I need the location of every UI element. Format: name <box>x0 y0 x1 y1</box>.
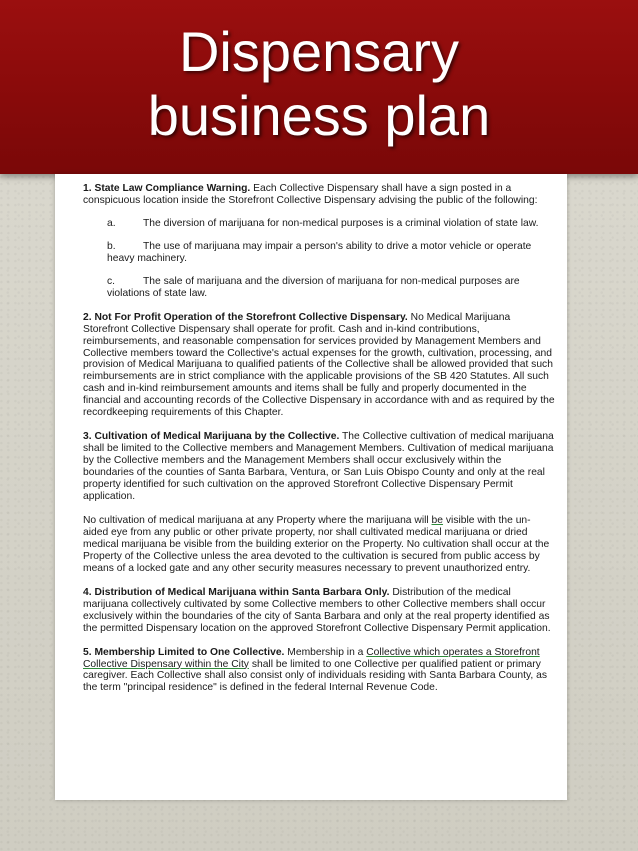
section-1-item-b <box>83 241 555 265</box>
section-3-para-2 <box>83 515 555 575</box>
section-5-body-start: Membership in a <box>284 646 367 658</box>
section-3-para-2-end: visible with the un-aided eye from any public or other private property, nor shall cultivated medical marijuana or dried medical marijuana be visible from the building exterior on the Property. No cultivation shall occur at the Property of the Collective unless the area devoted to the cultivation is secured from public access by means of a locked gate and any other security measures necessary to prevent unauthorized entry. <box>83 514 550 574</box>
section-5 <box>83 647 555 695</box>
section-3-body: The Collective cultivation of medical marijuana shall be limited to the Collective members and Management Members. Cultivation of medical marijuana by the Collective members and the Management Members shall occur exclusively within the boundaries of the counties of Santa Barbara, Ventura, or San Luis Obispo County and only at the real property identified for such cultivation on the approved Storefront Collective Dispensary Permit application. <box>83 431 554 503</box>
section-4-body: Distribution of the medical marijuana collectively cultivated by some Collective members to other Collective members shall occur exclusively within the boundaries of the city of Santa Barbara and only at the real property identified as the permitted Dispensary location on the approved Storefront Collective Dispensary Permit application. <box>83 586 551 634</box>
highlighted-phrase: Collective which operates a Storefront Collective Dispensary within the City <box>83 646 540 670</box>
slide-header <box>0 0 638 174</box>
slide-title <box>0 20 638 148</box>
section-1 <box>83 183 555 207</box>
section-3-heading: 3. Cultivation of Medical Marijuana by the Collective. <box>83 431 340 443</box>
section-1-heading: 1. State Law Compliance Warning. <box>83 183 251 194</box>
section-4-heading: 4. Distribution of Medical Marijuana within Santa Barbara Only. <box>83 586 390 598</box>
item-letter: b. <box>107 240 116 252</box>
document-text <box>83 183 555 706</box>
section-3-para-2-start: No cultivation of medical marijuana at any Property where the marijuana will <box>83 514 432 526</box>
section-1-item-a <box>83 218 555 230</box>
section-2-body: No Medical Marijuana Storefront Collective Dispensary shall operate for profit. Cash and in-kind contributions, reimbursements, and reasonable compensation for services provided by Management Members and Collective members toward the Collective's actual expenses for the growth, cultivation, processing, and provision of Medical Marijuana to qualified patients of the Collective shall be allowed provided that such reimbursements are in strict compliance with the applicable provisions of the SB 420 Statutes. All such cash and in-kind reimbursement amounts and items shall be fully and properly documented in the financial and accounting records of the Collective Dispensary in accordance with and as required by the recordkeeping requirements of this Chapter. <box>83 311 555 419</box>
section-1-item-c <box>83 276 555 300</box>
item-text: The sale of marijuana and the diversion of marijuana for non-medical purposes are violations of state law. <box>107 275 520 299</box>
section-5-heading: 5. Membership Limited to One Collective. <box>83 646 285 658</box>
section-2 <box>83 312 555 420</box>
section-4 <box>83 587 555 635</box>
item-text: The diversion of marijuana for non-medical purposes is a criminal violation of state law. <box>143 217 539 229</box>
slide-title-line2: business plan <box>147 84 491 147</box>
highlighted-word: be <box>431 514 444 526</box>
slide-title-line1: Dispensary <box>178 20 460 83</box>
section-3 <box>83 431 555 503</box>
item-text: The use of marijuana may impair a person's ability to drive a motor vehicle or operate heavy machinery. <box>107 240 532 264</box>
section-1-body: Each Collective Dispensary shall have a sign posted in a conspicuous location inside the Storefront Collective Dispensary advising the public of the following: <box>83 183 538 206</box>
item-letter: a. <box>107 217 116 229</box>
section-5-body-end: shall be limited to one Collective per qualified patient or primary caregiver. Each Collective shall also consist only of individuals residing with Santa Barbara County, as the term "principal residence" is defined in the federal Internal Revenue Code. <box>83 658 547 694</box>
section-2-heading: 2. Not For Profit Operation of the Storefront Collective Dispensary. <box>83 311 408 323</box>
document-image <box>55 174 567 800</box>
item-letter: c. <box>107 275 116 287</box>
